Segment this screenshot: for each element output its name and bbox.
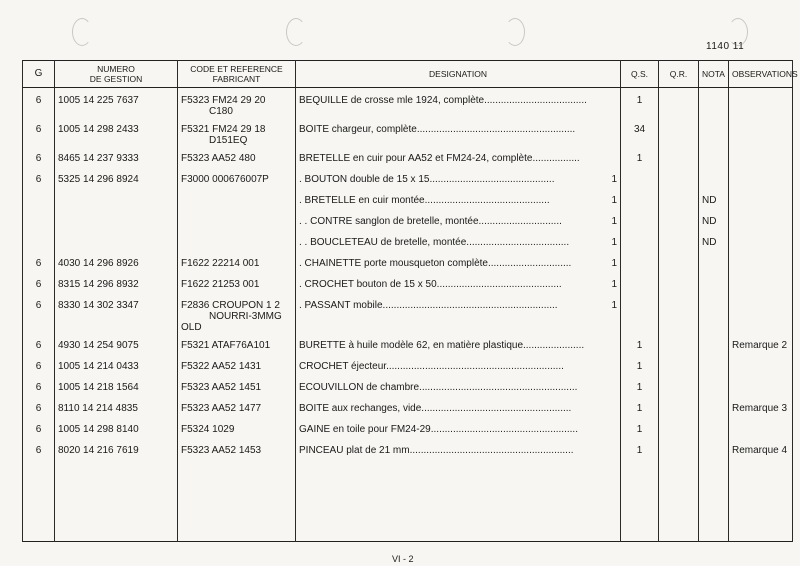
row-group: 6	[23, 438, 55, 459]
row-designation-text: BOITE aux rechanges, vide......................................................	[299, 403, 572, 414]
header-code	[178, 61, 296, 88]
row-code	[178, 354, 296, 375]
row-numero: 1005 14 225 7637	[55, 88, 178, 118]
row-designation-text: ECOUVILLON de chambre.........................................................	[299, 382, 578, 393]
row-nota	[699, 272, 729, 293]
row-qr	[659, 333, 699, 354]
row-designation	[296, 146, 621, 167]
row-code-line2: D151EQ	[209, 135, 248, 146]
filler-cell	[296, 459, 621, 542]
binder-hole-center-right	[505, 18, 525, 46]
row-designation	[296, 293, 621, 333]
row-designation-text: CROCHET éjecteur................................................................	[299, 361, 564, 372]
filler-cell	[699, 459, 729, 542]
row-designation-text: BRETELLE en cuir pour AA52 et FM24-24, complète.................	[299, 153, 580, 164]
row-qs-inline: 1	[611, 216, 617, 227]
header-nota: NOTA	[699, 61, 729, 88]
row-nota	[699, 333, 729, 354]
row-qr	[659, 293, 699, 333]
parts-table	[22, 60, 798, 542]
row-designation-text: PINCEAU plat de 21 mm...........................................................	[299, 445, 574, 456]
row-nota	[699, 438, 729, 459]
row-qr	[659, 438, 699, 459]
row-nota	[699, 251, 729, 272]
row-designation-text: . . BOUCLETEAU de bretelle, montée.....................................	[299, 237, 570, 248]
row-code	[178, 333, 296, 354]
row-code-line1: F5322 AA52 1431	[181, 361, 262, 372]
row-observations	[729, 117, 793, 146]
row-code	[178, 417, 296, 438]
row-observations	[729, 417, 793, 438]
row-qs: 1	[621, 375, 659, 396]
header-numero-line2: DE GESTION	[89, 74, 143, 84]
row-observations	[729, 209, 793, 230]
table-row	[23, 209, 793, 230]
row-group	[23, 188, 55, 209]
row-group: 6	[23, 272, 55, 293]
header-g: G	[23, 61, 55, 88]
row-qs	[621, 272, 659, 293]
row-code	[178, 293, 296, 333]
row-code-line2: C180	[209, 106, 233, 117]
row-group: 6	[23, 117, 55, 146]
row-qs: 1	[621, 417, 659, 438]
table-row	[23, 146, 793, 167]
header-numero-line1: NUMERO	[97, 64, 135, 74]
row-group: 6	[23, 251, 55, 272]
row-qr	[659, 272, 699, 293]
filler-cell	[729, 459, 793, 542]
row-designation	[296, 117, 621, 146]
row-code	[178, 396, 296, 417]
row-nota	[699, 88, 729, 118]
row-qs: 1	[621, 333, 659, 354]
row-group: 6	[23, 167, 55, 188]
row-numero: 4930 14 254 9075	[55, 333, 178, 354]
row-nota: ND	[699, 188, 729, 209]
table-row	[23, 333, 793, 354]
row-code-line1: F5321 ATAF76A101	[181, 340, 271, 351]
table-row	[23, 272, 793, 293]
row-designation-text: BOITE chargeur, complète.........................................................	[299, 124, 576, 135]
row-observations	[729, 167, 793, 188]
table-row	[23, 417, 793, 438]
row-code	[178, 251, 296, 272]
row-designation	[296, 188, 621, 209]
row-nota: ND	[699, 230, 729, 251]
row-numero: 1005 14 214 0433	[55, 354, 178, 375]
header-code-line2: FABRICANT	[212, 74, 261, 84]
row-qr	[659, 146, 699, 167]
row-code	[178, 117, 296, 146]
row-qr	[659, 375, 699, 396]
row-group: 6	[23, 354, 55, 375]
row-observations	[729, 251, 793, 272]
row-qs-inline: 1	[611, 174, 617, 185]
row-code	[178, 375, 296, 396]
table-row	[23, 354, 793, 375]
row-code-line1: F1622 22214 001	[181, 258, 260, 269]
row-qs	[621, 230, 659, 251]
row-numero: 8110 14 214 4835	[55, 396, 178, 417]
binder-hole-left	[72, 18, 92, 46]
row-numero	[55, 209, 178, 230]
table-row	[23, 117, 793, 146]
row-designation	[296, 88, 621, 118]
row-qs: 1	[621, 354, 659, 375]
row-designation	[296, 251, 621, 272]
filler-cell	[621, 459, 659, 542]
filler-cell	[659, 459, 699, 542]
row-numero	[55, 230, 178, 251]
table-row	[23, 167, 793, 188]
row-qs-inline: 1	[611, 195, 617, 206]
row-group: 6	[23, 146, 55, 167]
row-qs-inline: 1	[611, 279, 617, 290]
header-numero	[55, 61, 178, 88]
row-qs	[621, 209, 659, 230]
header-qs: Q.S.	[621, 61, 659, 88]
row-group	[23, 230, 55, 251]
row-nota: ND	[699, 209, 729, 230]
table-row	[23, 375, 793, 396]
row-code-line1: F2836 CROUPON 1 2	[181, 300, 280, 311]
row-qs-inline: 1	[611, 237, 617, 248]
table-row	[23, 293, 793, 333]
row-nota	[699, 396, 729, 417]
filler-cell	[178, 459, 296, 542]
table-row	[23, 230, 793, 251]
page-number: VI - 2	[392, 554, 414, 564]
row-observations	[729, 146, 793, 167]
row-observations: Remarque 4	[729, 438, 793, 459]
row-designation	[296, 354, 621, 375]
header-qr: Q.R.	[659, 61, 699, 88]
row-designation-text: . CROCHET bouton de 15 x 50.............................................	[299, 279, 562, 290]
row-qs	[621, 293, 659, 333]
row-numero	[55, 188, 178, 209]
row-code-line1: F5323 AA52 480	[181, 153, 256, 164]
row-numero: 1005 14 298 8140	[55, 417, 178, 438]
row-code	[178, 88, 296, 118]
table-row	[23, 396, 793, 417]
header-designation: DESIGNATION	[296, 61, 621, 88]
table-row	[23, 251, 793, 272]
row-nota	[699, 146, 729, 167]
row-designation-text: BEQUILLE de crosse mle 1924, complète.....................................	[299, 95, 587, 106]
row-qr	[659, 209, 699, 230]
row-observations	[729, 293, 793, 333]
row-numero: 4030 14 296 8926	[55, 251, 178, 272]
row-qr	[659, 251, 699, 272]
row-group: 6	[23, 417, 55, 438]
row-observations	[729, 272, 793, 293]
row-numero: 8315 14 296 8932	[55, 272, 178, 293]
row-numero: 8330 14 302 3347	[55, 293, 178, 333]
row-code-line1: F5323 AA52 1477	[181, 403, 262, 414]
row-observations: Remarque 2	[729, 333, 793, 354]
row-qs: 1	[621, 88, 659, 118]
row-qr	[659, 88, 699, 118]
row-group: 6	[23, 333, 55, 354]
row-code	[178, 230, 296, 251]
row-designation	[296, 230, 621, 251]
row-designation	[296, 167, 621, 188]
table-row	[23, 88, 793, 118]
row-qr	[659, 117, 699, 146]
row-numero: 8465 14 237 9333	[55, 146, 178, 167]
row-code	[178, 188, 296, 209]
row-nota	[699, 375, 729, 396]
row-designation	[296, 417, 621, 438]
table-row	[23, 188, 793, 209]
row-qr	[659, 188, 699, 209]
row-code-line2: NOURRI-3MMG OLD	[181, 311, 282, 333]
row-group: 6	[23, 396, 55, 417]
row-designation-text: . PASSANT mobile...............................................................	[299, 300, 558, 311]
row-designation	[296, 333, 621, 354]
row-designation-text: . CHAINETTE porte mousqueton complète..............................	[299, 258, 572, 269]
row-qs: 1	[621, 146, 659, 167]
row-numero: 8020 14 216 7619	[55, 438, 178, 459]
row-code	[178, 209, 296, 230]
row-qs-inline: 1	[611, 300, 617, 311]
row-designation-text: BURETTE à huile modèle 62, en matière plastique......................	[299, 340, 585, 351]
row-designation-text: . . CONTRE sanglon de bretelle, montée..............................	[299, 216, 562, 227]
row-qs	[621, 167, 659, 188]
row-qs	[621, 251, 659, 272]
filler-cell	[23, 459, 55, 542]
row-nota	[699, 117, 729, 146]
row-observations	[729, 88, 793, 118]
row-qr	[659, 396, 699, 417]
row-nota	[699, 167, 729, 188]
row-qs: 34	[621, 117, 659, 146]
row-numero: 5325 14 296 8924	[55, 167, 178, 188]
row-designation	[296, 396, 621, 417]
row-designation	[296, 438, 621, 459]
binder-hole-center-left	[286, 18, 306, 46]
row-observations: Remarque 3	[729, 396, 793, 417]
row-designation-text: GAINE en toile pour FM24-29.....................................................	[299, 424, 578, 435]
table-filler-row	[23, 459, 793, 542]
row-code	[178, 146, 296, 167]
row-qr	[659, 167, 699, 188]
document-reference: 1140 11	[706, 41, 745, 52]
row-group: 6	[23, 375, 55, 396]
row-code	[178, 438, 296, 459]
row-qr	[659, 417, 699, 438]
row-designation-text: . BRETELLE en cuir montée.............................................	[299, 195, 550, 206]
row-nota	[699, 417, 729, 438]
row-observations	[729, 354, 793, 375]
row-observations	[729, 230, 793, 251]
filler-cell	[55, 459, 178, 542]
row-designation	[296, 375, 621, 396]
row-group: 6	[23, 88, 55, 118]
row-observations	[729, 188, 793, 209]
row-group	[23, 209, 55, 230]
header-observations: OBSERVATIONS	[729, 61, 793, 88]
row-qs	[621, 188, 659, 209]
row-qs: 1	[621, 438, 659, 459]
row-code	[178, 167, 296, 188]
table-header-row	[23, 61, 793, 88]
row-qs: 1	[621, 396, 659, 417]
row-nota	[699, 293, 729, 333]
row-observations	[729, 375, 793, 396]
row-code-line1: F5323 FM24 29 20	[181, 95, 266, 106]
row-designation	[296, 209, 621, 230]
row-code	[178, 272, 296, 293]
table-row	[23, 438, 793, 459]
row-code-line1: F5321 FM24 29 18	[181, 124, 266, 135]
row-qs-inline: 1	[611, 258, 617, 269]
row-code-line1: F5323 AA52 1453	[181, 445, 262, 456]
table-body	[23, 88, 793, 542]
row-qr	[659, 230, 699, 251]
row-code-line1: F5323 AA52 1451	[181, 382, 262, 393]
row-numero: 1005 14 298 2433	[55, 117, 178, 146]
row-nota	[699, 354, 729, 375]
row-code-line1: F5324 1029	[181, 424, 235, 435]
row-qr	[659, 354, 699, 375]
row-code-line1: F1622 21253 001	[181, 279, 260, 290]
row-designation-text: . BOUTON double de 15 x 15.............................................	[299, 174, 555, 185]
row-numero: 1005 14 218 1564	[55, 375, 178, 396]
header-code-line1: CODE ET REFERENCE	[190, 64, 283, 74]
row-designation	[296, 272, 621, 293]
row-code-line1: F3000 000676007P	[181, 174, 269, 185]
row-group: 6	[23, 293, 55, 333]
